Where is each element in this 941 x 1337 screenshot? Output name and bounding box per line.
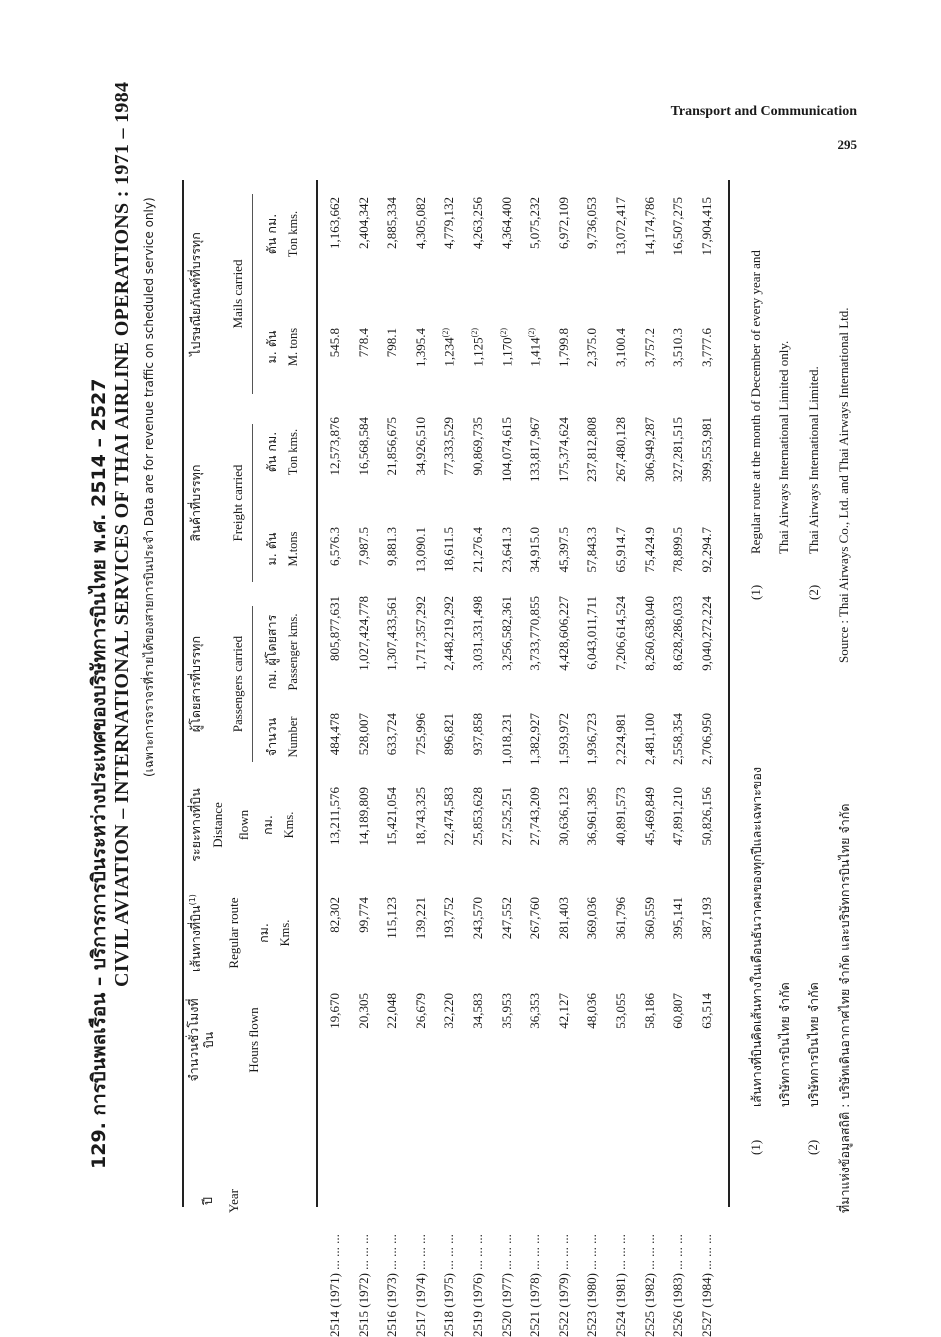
cell-passenger-kms: 7,206,614,524 [613, 596, 628, 671]
cell-freight-ton-kms: 21,856,675 [384, 417, 400, 476]
cell-passenger-number: 528,007 [355, 713, 371, 756]
cell-route: 193,752 [441, 897, 457, 940]
cell-mail-ton-kms: 16,507,275 [670, 197, 686, 256]
header-route-unit: Kms. [278, 919, 292, 947]
header-mails: Mails carried [230, 259, 245, 329]
cell-freight-tons: 78,899.5 [670, 527, 686, 573]
footnote-th-1-line1: เส้นทางที่บินคิดเส้นทางในเดือนธันวาคมของทุกปีและเฉพาะของ [749, 767, 764, 1107]
cell-passenger-number: 2,558,354 [670, 713, 686, 765]
cell-mail-ton-kms: 2,885,334 [384, 197, 400, 249]
footnote-th-2: บริษัทการบินไทย จำกัด [806, 982, 821, 1107]
header-freight-tkm-thai: ตัน กม. [264, 431, 279, 473]
cell-passenger-kms: 8,260,638,040 [641, 596, 657, 671]
cell-hours: 19,670 [327, 993, 342, 1029]
footnote-th-source: ที่มาแห่งข้อมูลสถิติ : บริษัทเดินอากาศไทย จำกัด และบริษัทการบินไทย จำกัด [837, 803, 852, 1213]
header-passengers-thai: ผู้โดยสารที่บรรทุก [188, 635, 203, 733]
cell-distance: 47,891,210 [670, 787, 686, 846]
cell-hours: 53,055 [613, 993, 628, 1029]
cell-passenger-number: 1,593,972 [555, 713, 571, 765]
table-number: 129. [88, 1122, 110, 1169]
cell-route: 247,552 [498, 897, 514, 940]
cell-mail-ton-kms: 2,404,342 [355, 197, 371, 249]
footnote-en-1-line2: Thai Airways International Limited only. [776, 340, 791, 554]
cell-freight-ton-kms: 34,926,510 [412, 417, 428, 476]
cell-passenger-kms: 6,043,011,711 [584, 596, 600, 670]
cell-route: 387,193 [698, 897, 714, 940]
cell-hours: 26,679 [412, 993, 428, 1029]
header-distance-unit-thai: กม. [260, 815, 275, 835]
cell-route: 139,221 [412, 897, 428, 940]
header-passengers: Passengers carried [230, 635, 245, 733]
cell-passenger-number: 2,481,100 [641, 713, 657, 765]
cell-mail-tons: 1,395.4 [412, 328, 428, 367]
cell-passenger-number: 896,821 [441, 713, 457, 756]
cell-mail-tons: 1,234$^{(2)}$ [441, 328, 457, 367]
cell-mail-ton-kms: 4,364,400 [498, 197, 514, 249]
cell-passenger-kms: 3,256,582,361 [498, 596, 514, 671]
cell-passenger-kms: 4,428,606,227 [555, 596, 571, 671]
cell-year: 2518 (1975) ... ... ... [441, 1234, 457, 1337]
header-hours-thai: จำนวนชั่วโมงที่บิน [186, 998, 216, 1082]
cell-route: 82,302 [327, 897, 342, 933]
cell-passenger-kms: 1,717,357,292 [412, 596, 428, 671]
cell-hours: 42,127 [555, 993, 571, 1029]
header-distance: Distance [210, 802, 225, 848]
cell-freight-ton-kms: 12,573,876 [327, 417, 342, 476]
cell-distance: 30,636,123 [555, 787, 571, 846]
cell-passenger-number: 1,382,927 [527, 713, 543, 765]
cell-distance: 27,743,209 [527, 787, 543, 846]
cell-mail-tons: 778.4 [355, 328, 371, 358]
cell-year: 2522 (1979) ... ... ... [555, 1234, 571, 1337]
cell-freight-tons: 57,843.3 [584, 527, 600, 573]
header-distance-unit: Kms. [282, 811, 296, 839]
cell-passenger-kms: 9,040,272,224 [698, 596, 714, 671]
footnote-th-1-line2: บริษัทการบินไทย จำกัด [777, 982, 792, 1107]
cell-hours: 20,305 [355, 993, 371, 1029]
cell-mail-ton-kms: 1,163,662 [327, 197, 342, 249]
header-freight: Freight carried [230, 464, 245, 542]
header-mails-thai: ไปรษณียภัณฑ์ที่บรรทุก [188, 232, 203, 356]
header-freight-tkm: Ton kms. [286, 428, 300, 476]
header-mails-tons-thai: ม. ตัน [264, 330, 279, 364]
cell-mail-ton-kms: 9,736,053 [584, 197, 600, 249]
cell-freight-ton-kms: 327,281,515 [670, 417, 686, 482]
cell-distance: 36,961,395 [584, 787, 600, 846]
cell-freight-ton-kms: 133,817,967 [527, 417, 543, 482]
cell-year: 2520 (1977) ... ... ... [498, 1234, 514, 1337]
cell-distance: 22,474,583 [441, 787, 457, 846]
cell-mail-ton-kms: 5,075,232 [527, 197, 543, 249]
cell-hours: 35,953 [498, 993, 514, 1029]
cell-route: 281,403 [555, 897, 571, 940]
cell-mail-tons: 1,799.8 [555, 328, 571, 367]
cell-mail-tons: 3,757.2 [641, 328, 657, 367]
cell-passenger-kms: 805,877,631 [327, 596, 342, 661]
footnote-th-2-mark: (2) [805, 1139, 820, 1155]
cell-passenger-number: 633,724 [384, 713, 400, 756]
header-year: Year [226, 1189, 241, 1213]
cell-year: 2515 (1972) ... ... ... [355, 1234, 371, 1337]
cell-hours: 36,353 [527, 993, 543, 1029]
cell-passenger-number: 2,224,981 [613, 713, 628, 765]
cell-route: 395,141 [670, 897, 686, 940]
cell-freight-tons: 7,987.5 [355, 527, 371, 566]
cell-year: 2526 (1983) ... ... ... [670, 1234, 686, 1337]
cell-passenger-number: 1,018,231 [498, 713, 514, 765]
table-title-thai: 129. การบินพลเรือน – บริการการบินระหว่างประเทศของบริษัทการบินไทย พ.ศ. 2514 – 2527 [88, 378, 110, 1169]
cell-year: 2525 (1982) ... ... ... [641, 1234, 657, 1337]
cell-freight-ton-kms: 175,374,624 [555, 417, 571, 482]
cell-hours: 60,807 [670, 993, 686, 1029]
cell-distance: 40,891,573 [613, 787, 628, 846]
cell-mail-tons: 1,125$^{(2)}$ [470, 328, 486, 367]
cell-year: 2517 (1974) ... ... ... [412, 1234, 428, 1337]
cell-freight-tons: 21,276.4 [470, 527, 485, 573]
cell-distance: 27,525,251 [498, 787, 514, 846]
cell-distance: 18,743,325 [412, 787, 428, 846]
cell-freight-tons: 65,914.7 [613, 527, 628, 573]
cell-route: 360,559 [641, 897, 657, 940]
footnote-th-1-mark: (1) [748, 1139, 763, 1155]
cell-mail-tons: 3,777.6 [698, 328, 714, 367]
cell-freight-tons: 45,397.5 [555, 527, 571, 573]
cell-route: 267,760 [527, 897, 543, 940]
cell-distance: 13,211,576 [327, 787, 342, 846]
cell-passenger-kms: 2,448,219,292 [441, 596, 457, 671]
cell-passenger-number: 2,706,950 [698, 713, 714, 765]
cell-hours: 34,583 [470, 993, 485, 1029]
cell-mail-ton-kms: 13,072,417 [613, 197, 628, 256]
header-freight-tons-thai: ม. ตัน [264, 532, 279, 566]
cell-freight-tons: 13,090.1 [412, 527, 428, 573]
cell-mail-ton-kms: 6,972,109 [555, 197, 571, 249]
cell-distance: 15,421,054 [384, 787, 400, 846]
cell-passenger-number: 937,858 [470, 713, 485, 756]
cell-passenger-number: 484,478 [327, 713, 342, 756]
cell-hours: 58,186 [641, 993, 657, 1029]
cell-freight-ton-kms: 77,333,529 [441, 417, 457, 476]
page-number: 295 [837, 137, 857, 152]
cell-distance: 14,189,809 [355, 787, 371, 846]
header-mails-tkm: Ton kms. [286, 210, 300, 258]
header-pass-km-thai: กม. ผู้โดยสาร [264, 614, 279, 690]
header-hours: Hours flown [246, 1007, 261, 1073]
cell-year: 2524 (1981) ... ... ... [613, 1234, 628, 1337]
cell-mail-tons: 545.8 [327, 328, 342, 358]
cell-year: 2521 (1978) ... ... ... [527, 1234, 543, 1337]
footnote-en-source: Source : Thai Airways Co., Ltd. and Thai Airways International Ltd. [836, 307, 851, 663]
cell-year: 2519 (1976) ... ... ... [470, 1234, 485, 1337]
cell-freight-ton-kms: 399,553,981 [698, 417, 714, 482]
header-distance-flown: flown [236, 809, 251, 841]
cell-mail-tons: 3,510.3 [670, 328, 686, 367]
cell-freight-ton-kms: 104,074,615 [498, 417, 514, 482]
cell-year: 2514 (1971) ... ... ... [327, 1234, 342, 1337]
cell-freight-ton-kms: 90,869,735 [470, 417, 485, 476]
cell-year: 2523 (1980) ... ... ... [584, 1234, 600, 1337]
cell-passenger-kms: 1,307,433,561 [384, 596, 400, 671]
header-freight-thai: สินค้าที่บรรทุก [188, 464, 203, 542]
header-mails-tkm-thai: ตัน กม. [264, 213, 279, 255]
cell-hours: 48,036 [584, 993, 600, 1029]
cell-route: 369,036 [584, 897, 600, 940]
cell-mail-tons: 1,170$^{(2)}$ [498, 328, 514, 367]
cell-passenger-kms: 8,628,286,033 [670, 596, 686, 671]
cell-hours: 63,514 [698, 993, 714, 1029]
cell-mail-ton-kms: 4,305,082 [412, 197, 428, 249]
cell-mail-tons: 1,414$^{(2)}$ [527, 328, 543, 367]
cell-freight-tons: 92,294.7 [698, 527, 714, 573]
cell-freight-tons: 23,641.3 [498, 527, 514, 573]
cell-route: 243,570 [470, 897, 485, 940]
header-pass-km: Passenger kms. [286, 613, 300, 691]
footnote-en-1-line1: Regular route at the month of December of every year and [748, 250, 763, 554]
cell-passenger-number: 1,936,723 [584, 713, 600, 765]
header-pass-number-thai: จำนวน [264, 717, 279, 757]
header-route-unit-thai: กม. [256, 923, 271, 943]
cell-passenger-number: 725,996 [412, 713, 428, 756]
footnote-en-2-mark: (2) [806, 584, 821, 600]
footnote-en-2: Thai Airways International Limited. [806, 366, 821, 554]
header-route-thai: เส้นทางที่บิน$^{(1)}$ [187, 894, 203, 972]
cell-distance: 45,469,849 [641, 787, 657, 846]
header-distance-thai: ระยะทางที่บิน [188, 788, 203, 862]
cell-route: 99,774 [355, 897, 371, 933]
cell-freight-tons: 75,424.9 [641, 527, 657, 573]
cell-freight-ton-kms: 306,949,287 [641, 417, 657, 482]
header-pass-number: Number [286, 716, 300, 758]
cell-mail-ton-kms: 14,174,786 [641, 197, 657, 256]
header-mails-tons: M. tons [286, 327, 300, 367]
cell-mail-ton-kms: 4,779,132 [441, 197, 457, 249]
cell-passenger-kms: 1,027,424,778 [355, 596, 371, 671]
cell-mail-ton-kms: 4,263,256 [470, 197, 485, 249]
header-freight-tons: M.tons [286, 531, 300, 567]
footnote-en-1-mark: (1) [748, 584, 763, 600]
cell-freight-tons: 6,576.3 [327, 527, 342, 566]
cell-freight-tons: 34,915.0 [527, 527, 543, 573]
cell-passenger-kms: 3,031,331,498 [470, 596, 485, 671]
cell-route: 115,123 [384, 897, 400, 939]
cell-mail-tons: 798.1 [384, 328, 400, 358]
cell-year: 2527 (1984) ... ... ... [698, 1234, 714, 1337]
cell-hours: 32,220 [441, 993, 457, 1029]
cell-year: 2516 (1973) ... ... ... [384, 1234, 400, 1337]
table-title-english: CIVIL AVIATION – INTERNATIONAL SERVICES OF THAI AIRLINE OPERATIONS : 1971 – 1984 [111, 81, 133, 987]
cell-passenger-kms: 3,733,770,855 [527, 596, 543, 671]
cell-freight-ton-kms: 237,812,808 [584, 417, 600, 482]
cell-distance: 50,826,156 [698, 787, 714, 846]
cell-freight-ton-kms: 267,480,128 [613, 417, 628, 482]
cell-mail-ton-kms: 17,904,415 [698, 197, 714, 256]
table-subtitle: (เฉพาะการจราจรที่รายได้ของสายการบินประจำ Data are for revenue traffic on scheduled service only) [142, 197, 156, 777]
header-year-thai: ปี [200, 1197, 215, 1205]
cell-freight-ton-kms: 16,568,584 [355, 417, 371, 476]
running-header: Transport and Communication [670, 104, 857, 119]
cell-freight-tons: 9,881.3 [384, 527, 400, 566]
header-route: Regular route [226, 897, 241, 969]
cell-hours: 22,048 [384, 993, 400, 1029]
cell-freight-tons: 18,611.5 [441, 527, 457, 573]
cell-mail-tons: 3,100.4 [613, 328, 628, 367]
cell-route: 361,796 [613, 897, 628, 940]
cell-distance: 25,853,628 [470, 787, 485, 846]
cell-mail-tons: 2,375.0 [584, 328, 600, 367]
